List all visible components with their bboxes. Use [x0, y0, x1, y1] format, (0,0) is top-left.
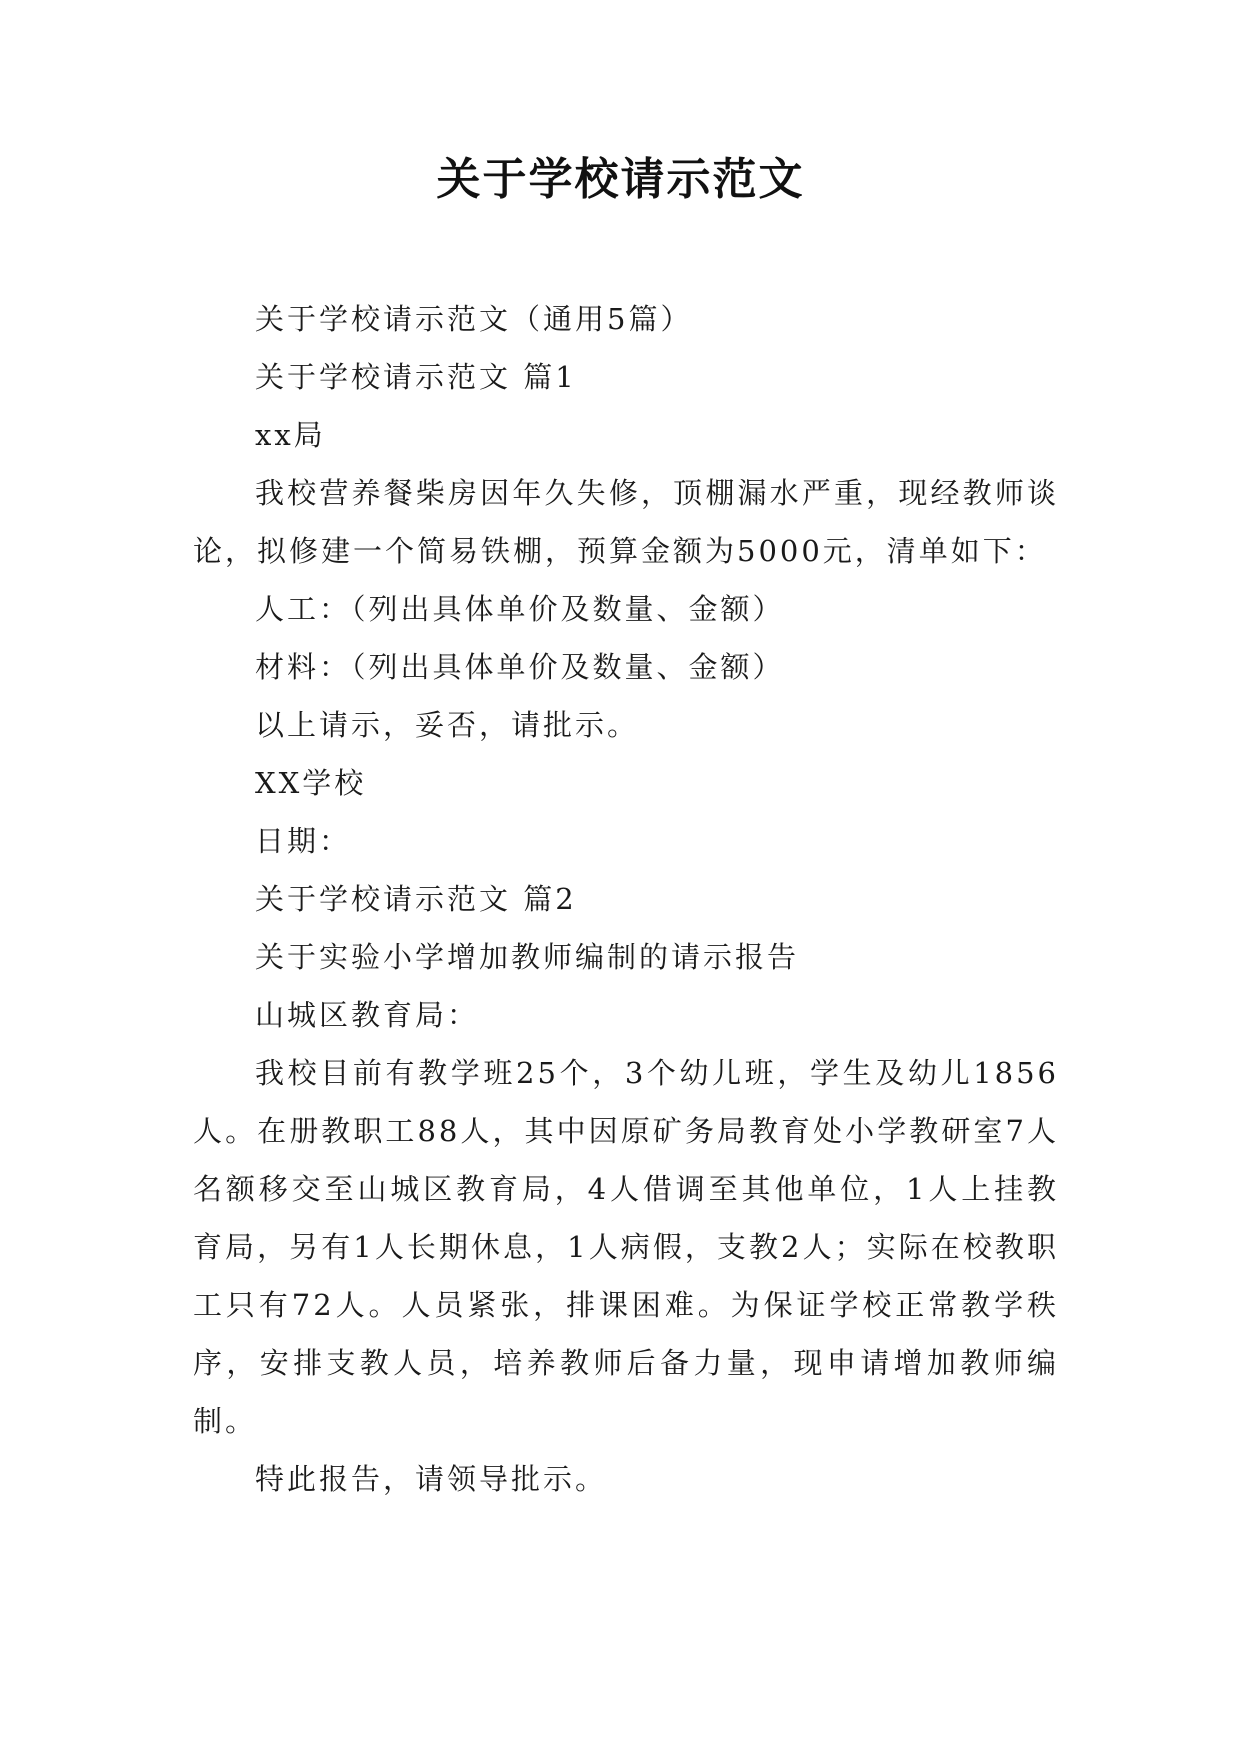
paragraph-request-body: 我校营养餐柴房因年久失修，顶棚漏水严重，现经教师谈论，拟修建一个简易铁棚，预算金额为5000元，清单如下：	[193, 476, 1059, 568]
paragraph-closing: 以上请示，妥否，请批示。	[255, 708, 640, 742]
document-title: 关于学校请示范文	[436, 154, 805, 205]
paragraph-report-body: 我校目前有教学班25个，3个幼儿班，学生及幼儿1856人。在册教职工88人，其中因原矿务局教育处小学教研室7人名额移交至山城区教育局，4人借调至其他单位，1人上挂教育局，另有1人长期休息，1人病假，支教2人；实际在校教职工只有72人。人员紧张，排课困难。为保证学校正常教学秩序，安排支教人员，培养教师后备力量，现申请增加教师编制。	[193, 1056, 1059, 1438]
paragraph-recipient: xx局	[255, 418, 326, 452]
paragraph-section-2-heading: 关于学校请示范文 篇2	[255, 882, 577, 916]
paragraph-subtitle: 关于学校请示范文（通用5篇）	[255, 302, 693, 336]
document-body	[193, 290, 1059, 1508]
paragraph-report-title: 关于实验小学增加教师编制的请示报告	[255, 940, 800, 974]
paragraph-materials-item: 材料：（列出具体单价及数量、金额）	[255, 650, 785, 684]
paragraph-signature: XX学校	[255, 766, 367, 800]
paragraph-report-closing: 特此报告，请领导批示。	[255, 1462, 608, 1496]
paragraph-section-1-heading: 关于学校请示范文 篇1	[255, 360, 577, 394]
paragraph-date: 日期：	[255, 824, 352, 858]
paragraph-report-recipient: 山城区教育局：	[255, 998, 480, 1032]
paragraph-labor-item: 人工：（列出具体单价及数量、金额）	[255, 592, 785, 626]
